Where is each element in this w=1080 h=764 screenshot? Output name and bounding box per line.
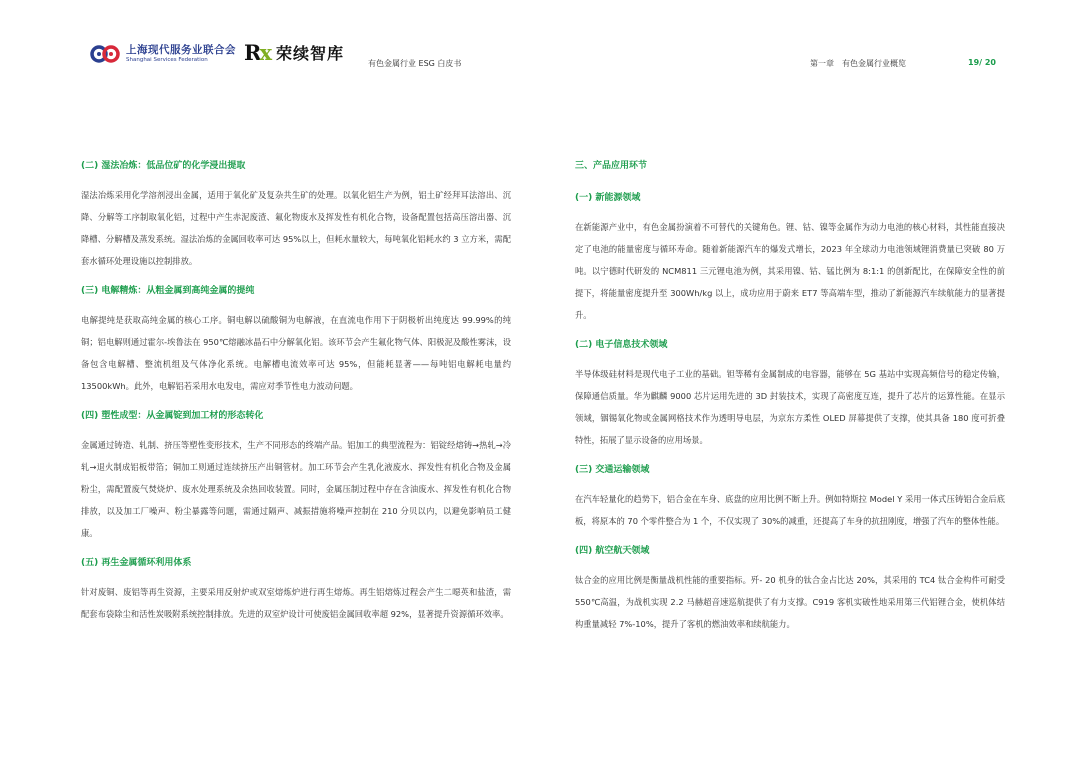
section-aerospace: [575, 545, 1005, 635]
section-new-energy: [575, 192, 1005, 326]
section-heading: (一) 新能源领域: [575, 193, 641, 203]
document-title: 有色金属行业 ESG 白皮书: [368, 59, 462, 68]
section-heading: (三) 交通运输领域: [575, 465, 650, 475]
section-heading: (四) 塑性成型：从金属锭到加工材的形态转化: [81, 411, 264, 421]
org-name-en: Shanghai Services Federation: [126, 57, 208, 63]
org-name-cn: 上海现代服务业联合会: [126, 44, 236, 56]
section-plastic-forming: [81, 410, 511, 544]
ssf-logo: [90, 42, 236, 66]
chapter-section-applications: [575, 160, 1005, 173]
brand-logo: [244, 40, 344, 65]
section-heading: (三) 电解精炼：从粗金属到高纯金属的提纯: [81, 286, 255, 296]
section-paragraph: 湿法冶炼采用化学溶剂浸出金属，适用于氧化矿及复杂共生矿的处理。以氧化铝生产为例，铝土矿经拜耳法溶出、沉降、分解等工序制取氧化铝，过程中产生赤泥废渣、氟化物废水及挥发性有机化合物，设备配置包括高压溶出器、沉降槽、分解槽及蒸发系统。湿法冶炼的金属回收率可达 95%以上，但耗水量较大，每吨氧化铝耗水约 3 立方米，需配套水循环处理设施以控制排放。: [81, 190, 511, 266]
brand-name: 荣续智库: [275, 44, 344, 63]
section-heading: (五) 再生金属循环利用体系: [81, 558, 192, 568]
section-paragraph: 电解提纯是获取高纯金属的核心工序。铜电解以硫酸铜为电解液，在直流电作用下于阴极析出纯度达 99.99%的纯铜；铝电解则通过霍尔-埃鲁法在 950℃熔融冰晶石中分解氧化铝。该环节会产生氟化物气体、阳极泥及酸性雾沫，设备包含电解槽、整流机组及气体净化系统。电解槽电流效率可达 95%，但能耗显著——每吨铝电解耗电量约 13500kWh。此外，电解铝若采用水电发电，需应对季节性电力波动问题。: [81, 315, 511, 391]
left-column: [81, 160, 511, 625]
section-transportation: [575, 464, 1005, 532]
brand-mark: Rx: [244, 40, 270, 65]
ssf-logo-text: [126, 44, 236, 64]
ssf-logo-icon: [90, 42, 120, 66]
right-column: [575, 160, 1005, 635]
page-number: 19/ 20: [968, 58, 996, 67]
section-paragraph: 针对废铜、废铝等再生资源，主要采用反射炉或双室熔炼炉进行再生熔炼。再生铝熔炼过程会产生二噁英和盐渣，需配套布袋除尘和活性炭吸附系统控制排放。先进的双室炉设计可使废铝金属回收率超 92%，显著提升资源循环效率。: [81, 587, 511, 619]
page-header: [0, 0, 1080, 90]
section-paragraph: 在汽车轻量化的趋势下，铝合金在车身、底盘的应用比例不断上升。例如特斯拉 Model Y 采用一体式压铸铝合金后底板，将原本的 70 个零件整合为 1 个，不仅实现了 30%的减重，还提高了车身的抗扭刚度，增强了汽车的整体性能。: [575, 494, 1005, 526]
section-hydrometallurgy: [81, 160, 511, 272]
section-heading: (四) 航空航天领域: [575, 546, 650, 556]
section-heading: (二) 电子信息技术领域: [575, 340, 668, 350]
section-paragraph: 在新能源产业中，有色金属扮演着不可替代的关键角色。锂、钴、镍等金属作为动力电池的核心材料，其性能直接决定了电池的能量密度与循环寿命。随着新能源汽车的爆发式增长，2023 年全球动力电池领域锂消费量已突破 80 万吨。以宁德时代研发的 NCM811 三元锂电池为例，其采用镍、钴、锰比例为 8:1:1 的创新配比，在保障安全性的前提下，将能量密度提升至 300Wh/kg 以上，成功应用于蔚来 ET7 等高端车型，推动了新能源汽车续航能力的显著提升。: [575, 222, 1005, 320]
section-recycling: [81, 557, 511, 625]
section-paragraph: 半导体级硅材料是现代电子工业的基础。钽等稀有金属制成的电容器，能够在 5G 基站中实现高频信号的稳定传输，保障通信质量。华为麒麟 9000 芯片运用先进的 3D 封装技术，实现了高密度互连，提升了芯片的运算性能。在显示领域，铟锡氧化物或金属网格技术作为透明导电层，为京东方柔性 OLED 屏幕提供了支撑，使其具备 180 度可折叠特性，拓展了显示设备的应用场景。: [575, 369, 1005, 445]
chapter-label: 第一章 有色金属行业概览: [810, 59, 906, 68]
section-paragraph: 钛合金的应用比例是衡量战机性能的重要指标。歼- 20 机身的钛合金占比达 20%，其采用的 TC4 钛合金构件可耐受 550℃高温，为战机实现 2.2 马赫超音速巡航提供了有力支撑。C919 客机实破性地采用第三代铝锂合金，使机体结构重量减轻 7%-10%，提升了客机的燃油效率和续航能力。: [575, 575, 1005, 629]
section-paragraph: 金属通过铸造、轧制、挤压等塑性变形技术，生产不同形态的终端产品。铝加工的典型流程为：铝锭经熔铸→热轧→冷轧→退火制成铝板带箔；铜加工则通过连续挤压产出铜管材。加工环节会产生乳化液废水、挥发性有机化合物及金属粉尘，需配置废气焚烧炉、废水处理系统及余热回收装置。同时，金属压制过程中存在含油废水、挥发性有机化合物排放，以及加工厂噪声、粉尘暴露等问题，需通过隔声、减振措施将噪声控制在 210 分贝以内，以避免影响员工健康。: [81, 440, 511, 538]
section-electrorefining: [81, 285, 511, 397]
section-electronics: [575, 339, 1005, 451]
section-heading: (二) 湿法冶炼：低品位矿的化学浸出提取: [81, 161, 246, 171]
chapter-heading: 三、产品应用环节: [575, 161, 648, 171]
